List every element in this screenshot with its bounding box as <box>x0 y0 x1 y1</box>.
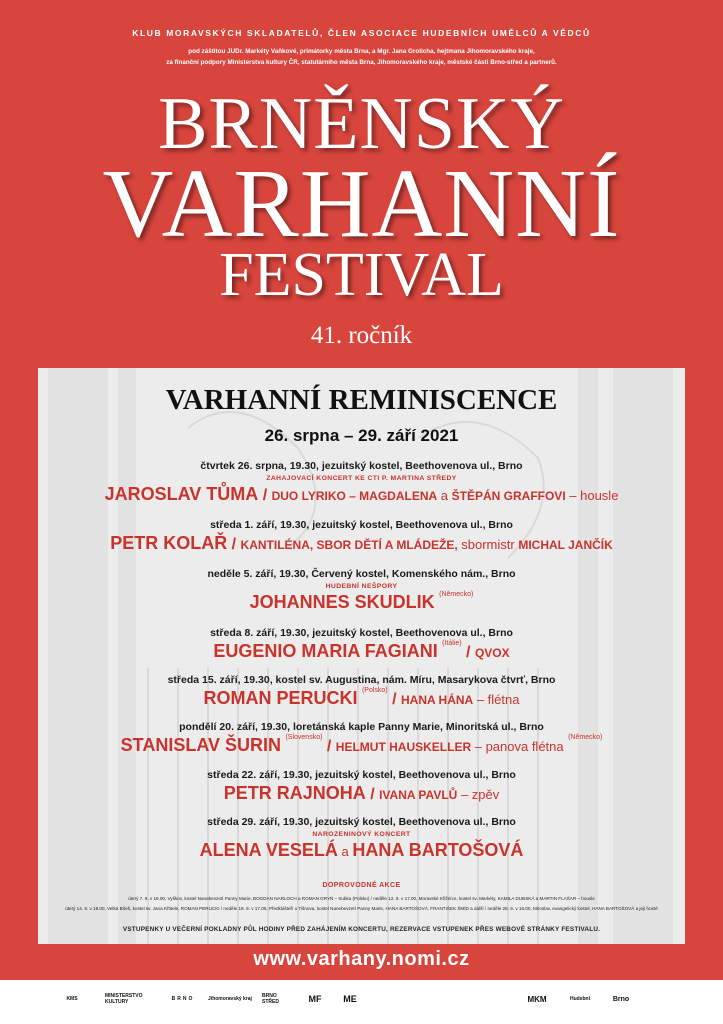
event-6 <box>38 721 685 756</box>
event-3 <box>38 568 685 613</box>
logo-kms: KMS <box>66 996 78 1002</box>
side-events-line-2: úterý 14. 9. v 19.00, Velká Bíteš, kostel sv. Jana Křtitele, ROMAN PERUCKI / neděle 19. 9. v 17.00, Předklášteří u Tišnova, kostel Nanebevzetí Panny Marie, HANA BARTOŠOVÁ, FRANTIŠEK ŠMÍD a další / neděle 26. 9. v 16.00, Miroslav, evangelický kostel, HANA BARTOŠOVÁ a její hosté <box>65 906 658 911</box>
event-venue: pondělí 20. září, 19.30, loretánská kaple Panny Marie, Minoritská ul., Brno <box>179 721 544 733</box>
event-performers: JAROSLAV TŮMA / DUO LYRIKO – MAGDALENA a ŠTĚPÁN GRAFFOVI – housle <box>104 484 619 504</box>
event-venue: středa 22. září, 19.30, jezuitský kostel, Beethovenova ul., Brno <box>207 769 516 781</box>
logo-ministry: MINISTERSTVO KULTURY <box>105 993 143 1005</box>
event-subtitle: HUDEBNÍ NEŠPORY <box>325 583 398 590</box>
event-performers: PETR KOLAŘ / KANTILÉNA, SBOR DĚTÍ A MLÁDEŽE, sbormistr MICHAL JANČÍK <box>110 533 613 553</box>
title-line-1: BRNĚNSKÝ <box>158 83 565 165</box>
partner-logos <box>0 980 723 1024</box>
tickets-note: VSTUPENKY U VEČERNÍ POKLADNY PŮL HODINY PŘED ZAHÁJENÍM KONCERTU, REZERVACE VSTUPENEK PŘES WEBOVÉ STRÁNKY FESTIVALU. <box>122 926 601 933</box>
edition: 41. ročník <box>310 322 413 349</box>
event-performers: ROMAN PERUCKI $^{(Polsko)}$ / HANA HÁNA – flétna <box>203 687 520 708</box>
event-performers: ALENA VESELÁ a HANA BARTOŠOVÁ <box>199 840 524 860</box>
event-venue: středa 29. září, 19.30, jezuitský kostel, Beethovenova ul., Brno <box>207 816 516 828</box>
program-title: VARHANNÍ REMINISCENCE <box>165 384 558 416</box>
logo-mf: MF <box>308 994 322 1004</box>
logo-brno-2: Brno <box>612 995 630 1003</box>
org-line: KLUB MORAVSKÝCH SKLADATELŮ, ČLEN ASOCIACE HUDEBNÍCH UMĚLCŮ A VĚDCŮ <box>132 28 591 38</box>
event-venue: neděle 5. září, 19.30, Červený kostel, Komenského nám., Brno <box>207 568 516 580</box>
logo-hudebni: Hudební <box>570 996 590 1002</box>
event-subtitle: NAROZENINOVÝ KONCERT <box>312 831 411 838</box>
event-5 <box>38 674 685 709</box>
event-4 <box>38 627 685 662</box>
title-line-3: FESTIVAL <box>219 241 504 309</box>
event-venue: středa 1. září, 19.30, jezuitský kostel, Beethovenova ul., Brno <box>210 519 513 531</box>
side-events-line-1: úterý 7. 9. v 19.00, Vyškov, kostel Nanebevzetí Panny Marie, BOGDAN NARLOCH a ROMAN GRYŃ – trubka (Polsko) / neděle 12. 9. v 17.00, Moravské Křižníce, kostel sv. Markéty, KAMILA DUBSKÁ a MARTIN FLAŠAR – housle <box>128 896 595 901</box>
website-link[interactable]: www.varhany.nomi.cz <box>253 948 470 970</box>
program-panel <box>38 368 685 944</box>
patron-line-2: za finanční podpory Ministerstva kultury ČR, statutárního města Brna, Jihomoravského kraje, městské části Brno-střed a partnerů. <box>166 59 557 66</box>
patron-text <box>0 46 723 68</box>
logo-jmk: Jihomoravský kraj <box>208 996 252 1002</box>
side-events-title: DOPROVODNÉ AKCE <box>322 882 401 889</box>
event-venue: středa 8. září, 19.30, jezuitský kostel, Beethovenova ul., Brno <box>210 627 513 639</box>
event-2 <box>38 519 685 554</box>
logo-me: ME <box>343 994 357 1004</box>
event-venue: středa 15. září, 19.30, kostel sv. Augustina, nám. Míru, Masarykova čtvrť, Brno <box>167 674 556 686</box>
event-performers: EUGENIO MARIA FAGIANI $^{(Itálie)}$ / QVOX <box>213 640 510 661</box>
event-8 <box>38 816 685 861</box>
logo-brno-stred: BRNO STŘED <box>262 993 279 1005</box>
event-7 <box>38 769 685 804</box>
event-1 <box>38 460 685 505</box>
patron-line-1: pod záštitou JUDr. Markéty Vaňkové, primátorky města Brna, a Mgr. Jana Grolicha, hejtmana Jihomoravského kraje, <box>188 48 535 55</box>
event-performers: STANISLAV ŠURIN $^{(Slovensko)}$ / HELMUT HAUSKELLER – panova flétna $^{(Německo)}$ <box>120 734 603 755</box>
event-performers: JOHANNES SKUDLIK $^{(Německo)}$ <box>249 591 474 612</box>
event-performers: PETR RAJNOHA / IVANA PAVLŮ – zpěv <box>223 783 500 803</box>
event-venue: čtvrtek 26. srpna, 19.30, jezuitský kostel, Beethovenova ul., Brno <box>200 460 523 472</box>
event-subtitle: ZAHAJOVACÍ KONCERT KE CTI P. MARTINA STŘEDY <box>266 475 457 482</box>
logo-brno: BRNO <box>171 996 195 1002</box>
program-dates: 26. srpna – 29. září 2021 <box>264 426 459 445</box>
logo-mkm: MKM <box>527 994 547 1004</box>
title-line-2: VARHANNÍ <box>102 150 621 258</box>
